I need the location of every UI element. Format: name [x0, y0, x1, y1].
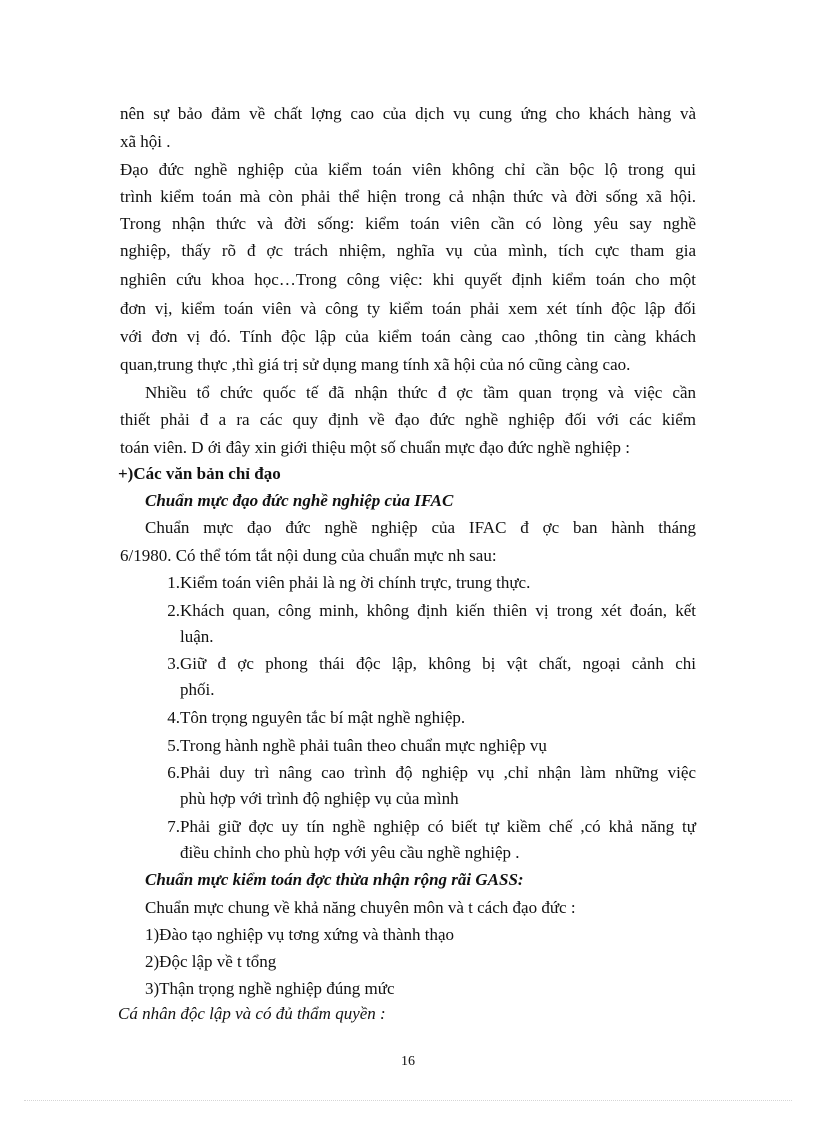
list-number: 5. [167, 736, 180, 755]
list-item-continuation: phối. [180, 680, 215, 699]
list-item: Tôn trọng nguyên tắc bí mật nghề nghiệp. [180, 708, 466, 727]
list-number: 1. [167, 573, 180, 592]
list-item: Phải duy trì nâng cao trình độ nghiệp vụ ,chỉ nhận làm những việc [180, 763, 696, 782]
section-heading: +)Các văn bản chỉ đạo [118, 464, 281, 483]
body-text-line: nghiệp, thấy rõ đ ợc trách nhiệm, nghĩa vụ của mình, tích cực tham gia [120, 241, 696, 260]
body-text-line: Cá nhân độc lập và có đủ thẩm quyền : [118, 1004, 386, 1023]
page-number: 16 [401, 1054, 415, 1069]
gass-item: 2)Độc lập về t tổng [145, 952, 277, 971]
body-text-line: xã hội . [120, 132, 171, 151]
list-item: Khách quan, công minh, không định kiến thiên vị trong xét đoán, kết [180, 601, 696, 620]
gass-item: 3)Thận trọng nghề nghiệp đúng mức [145, 979, 395, 998]
body-text-line: Đạo đức nghề nghiệp của kiểm toán viên không chỉ cần bộc lộ trong qui [120, 160, 696, 179]
list-item: Trong hành nghề phải tuân theo chuẩn mực nghiệp vụ [180, 736, 547, 755]
body-text-line: nghiên cứu khoa học…Trong công việc: khi quyết định kiểm toán cho một [120, 270, 696, 289]
list-number: 6. [167, 763, 180, 782]
body-text-line: 6/1980. Có thể tóm tắt nội dung của chuẩn mực nh sau: [120, 546, 497, 565]
list-item: Kiểm toán viên phải là ng ời chính trực, trung thực. [180, 573, 531, 592]
subsection-heading: Chuẩn mực kiểm toán đợc thừa nhận rộng rãi GASS: [145, 870, 524, 889]
list-item: Giữ đ ợc phong thái độc lập, không bị vật chất, ngoại cảnh chi [180, 654, 696, 673]
list-item-continuation: luận. [180, 627, 214, 646]
body-text-line: với đơn vị đó. Tính độc lập của kiểm toán càng cao ,thông tin càng khách [120, 327, 696, 346]
list-item-continuation: phù hợp với trình độ nghiệp vụ của mình [180, 789, 459, 808]
list-number: 2. [167, 601, 180, 620]
body-text-line: Chuẩn mực đạo đức nghề nghiệp của IFAC đ ợc ban hành tháng [145, 518, 696, 537]
list-number: 7. [167, 817, 180, 836]
list-item: Phải giữ đợc uy tín nghề nghiệp có biết tự kiềm chế ,có khả năng tự [180, 817, 696, 836]
list-number: 4. [167, 708, 180, 727]
body-text-line: thiết phải đ a ra các quy định về đạo đức nghề nghiệp đối với các kiểm [120, 410, 696, 429]
body-text-line: nên sự bảo đảm về chất lợng cao của dịch vụ cung ứng cho khách hàng và [120, 104, 696, 123]
gass-item: 1)Đào tạo nghiệp vụ tơng xứng và thành thạo [145, 925, 455, 944]
body-text-line: quan,trung thực ,thì giá trị sử dụng mang tính xã hội của nó cũng càng cao. [120, 355, 631, 374]
list-item-continuation: điều chỉnh cho phù hợp với yêu cầu nghề nghiệp . [180, 843, 520, 862]
body-text-line: trình kiểm toán mà còn phải thể hiện trong cả nhận thức và đời sống xã hội. [120, 187, 696, 206]
body-text-line: toán viên. D ới đây xin giới thiệu một số chuẩn mực đạo đức nghề nghiệp : [120, 438, 630, 457]
body-text-line: Chuẩn mực chung về khả năng chuyên môn và t cách đạo đức : [145, 898, 576, 917]
body-text-line: Trong nhận thức và đời sống: kiểm toán viên cần có lòng yêu say nghề [120, 214, 696, 233]
body-text-line: Nhiều tổ chức quốc tế đã nhận thức đ ợc tầm quan trọng và việc cần [145, 383, 696, 402]
page-bottom-divider [24, 1100, 792, 1101]
subsection-heading: Chuẩn mực đạo đức nghề nghiệp của IFAC [145, 491, 454, 510]
body-text-line: đơn vị, kiểm toán viên và công ty kiểm toán phải xem xét tính độc lập đối [120, 299, 696, 318]
list-number: 3. [167, 654, 180, 673]
